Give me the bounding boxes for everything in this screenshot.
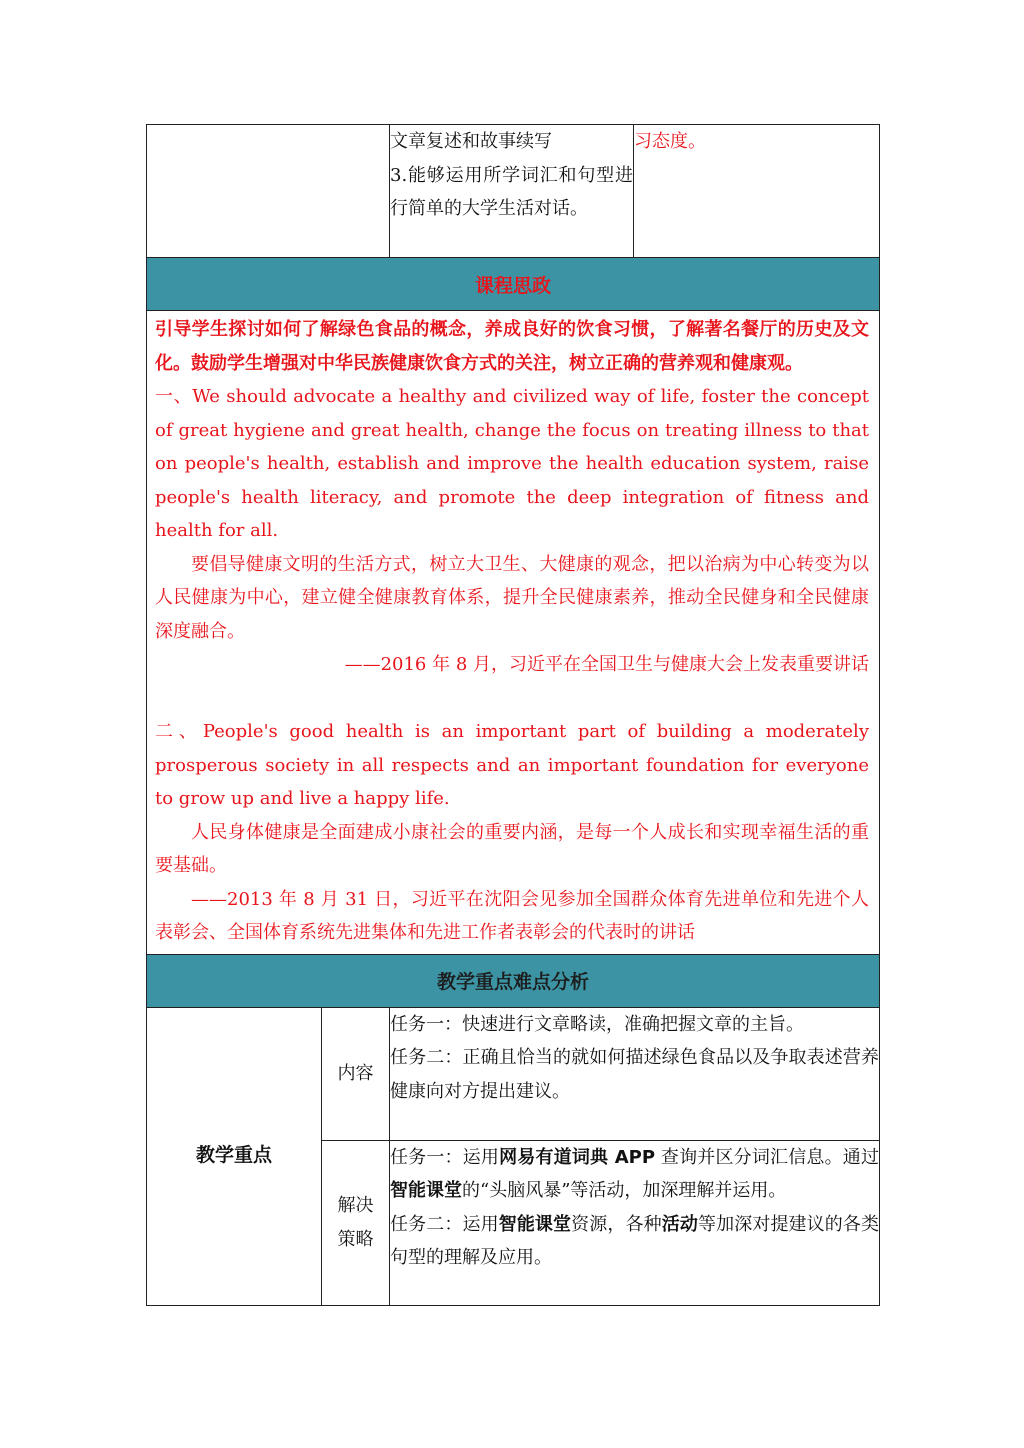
strategy-task-2-text: 任务二：运用 bbox=[390, 1213, 499, 1235]
objectives-continuation-row bbox=[147, 125, 880, 258]
quote1-source: ——2016 年 8 月，习近平在全国卫生与健康大会上发表重要讲话 bbox=[344, 654, 869, 675]
strategy-task-1-text: 的“头脑风暴”等活动，加深理解并运用。 bbox=[462, 1180, 787, 1201]
document-table bbox=[146, 124, 880, 1306]
teaching-focus-label: 教学重点 bbox=[147, 1007, 322, 1305]
strategy-task-2-text: 等加深对提建议的各类句型的理解及应用。 bbox=[390, 1213, 880, 1268]
objective-line-1: 文章复述和故事续写 bbox=[390, 131, 552, 152]
smart-classroom: 智能课堂 bbox=[390, 1180, 462, 1201]
strategy-task-1-text: 查询并区分词汇信息。通过 bbox=[655, 1146, 879, 1168]
spacer bbox=[155, 682, 869, 716]
strategy-task-2 bbox=[390, 1208, 879, 1275]
content-task-1: 任务一：快速进行文章略读，准确把握文章的主旨。 bbox=[390, 1013, 804, 1035]
attitude-cell bbox=[634, 125, 880, 258]
strategy-label-line-1: 解决 bbox=[337, 1195, 374, 1216]
content-label: 内容 bbox=[322, 1007, 390, 1140]
strategy-task-2-text: 资源，各种 bbox=[571, 1213, 662, 1235]
sizheng-lead: 引导学生探讨如何了解绿色食品的概念，养成良好的饮食习惯，了解著名餐厅的历史及文化。鼓励学生增强对中华民族健康饮食方式的关注，树立正确的营养观和健康观。 bbox=[155, 319, 869, 374]
sizheng-header: 课程思政 bbox=[147, 258, 880, 311]
sizheng-body-row bbox=[147, 311, 880, 955]
strategy-label-line-2: 策略 bbox=[337, 1228, 374, 1250]
objective-line-2: 3.能够运用所学词汇和句型进行简单的大学生活对话。 bbox=[390, 164, 633, 219]
quote2-source: ——2013 年 8 月 31 日，习近平在沈阳会见参加全国群众体育先进单位和先进个人表彰会、全国体育系统先进集体和先进工作者表彰会的代表时的讲话 bbox=[155, 888, 869, 943]
content-task-2: 任务二：正确且恰当的就如何描述绿色食品以及争取表述营养健康向对方提出建议。 bbox=[390, 1047, 879, 1102]
smart-classroom: 智能课堂 bbox=[498, 1213, 572, 1235]
strategy-task-1 bbox=[390, 1141, 879, 1208]
quote1-chinese: 要倡导健康文明的生活方式，树立大卫生、大健康的观念，把以治病为中心转变为以人民健康为中心，建立健全健康教育体系，提升全民健康素养，推动全民健身和全民健康深度融合。 bbox=[155, 553, 869, 642]
analysis-header-row bbox=[147, 954, 880, 1007]
sizheng-header-row bbox=[147, 258, 880, 311]
strategy-label bbox=[322, 1140, 390, 1305]
strategy-task-1-text: 任务一：运用 bbox=[390, 1146, 500, 1168]
quote2-chinese: 人民身体健康是全面建成小康社会的重要内涵，是每一个人成长和实现幸福生活的重要基础。 bbox=[155, 821, 869, 876]
objectives-cell bbox=[390, 125, 634, 258]
strategy-cell bbox=[390, 1140, 880, 1305]
quote1-english: 一、We should advocate a healthy and civilized way of life, foster the concept of great hygiene and great health, change the focus on treating illness to that on people's health, establish and improve the health education system, raise people's health literacy, and promote the deep integration of fitness and health for all. bbox=[155, 386, 869, 541]
youdao-dictionary-app: 网易有道词典 APP bbox=[499, 1146, 656, 1168]
attitude-text: 习态度。 bbox=[634, 131, 706, 152]
analysis-header: 教学重点难点分析 bbox=[147, 954, 880, 1007]
activities: 活动 bbox=[661, 1213, 698, 1235]
quote2-english: 二、People's good health is an important part of building a moderately prosperous society in all respects and an important foundation for everyone to grow up and live a happy life. bbox=[155, 721, 869, 809]
content-row bbox=[147, 1007, 880, 1140]
content-cell bbox=[390, 1007, 880, 1140]
sizheng-body bbox=[147, 311, 880, 955]
empty-cell bbox=[147, 125, 390, 258]
